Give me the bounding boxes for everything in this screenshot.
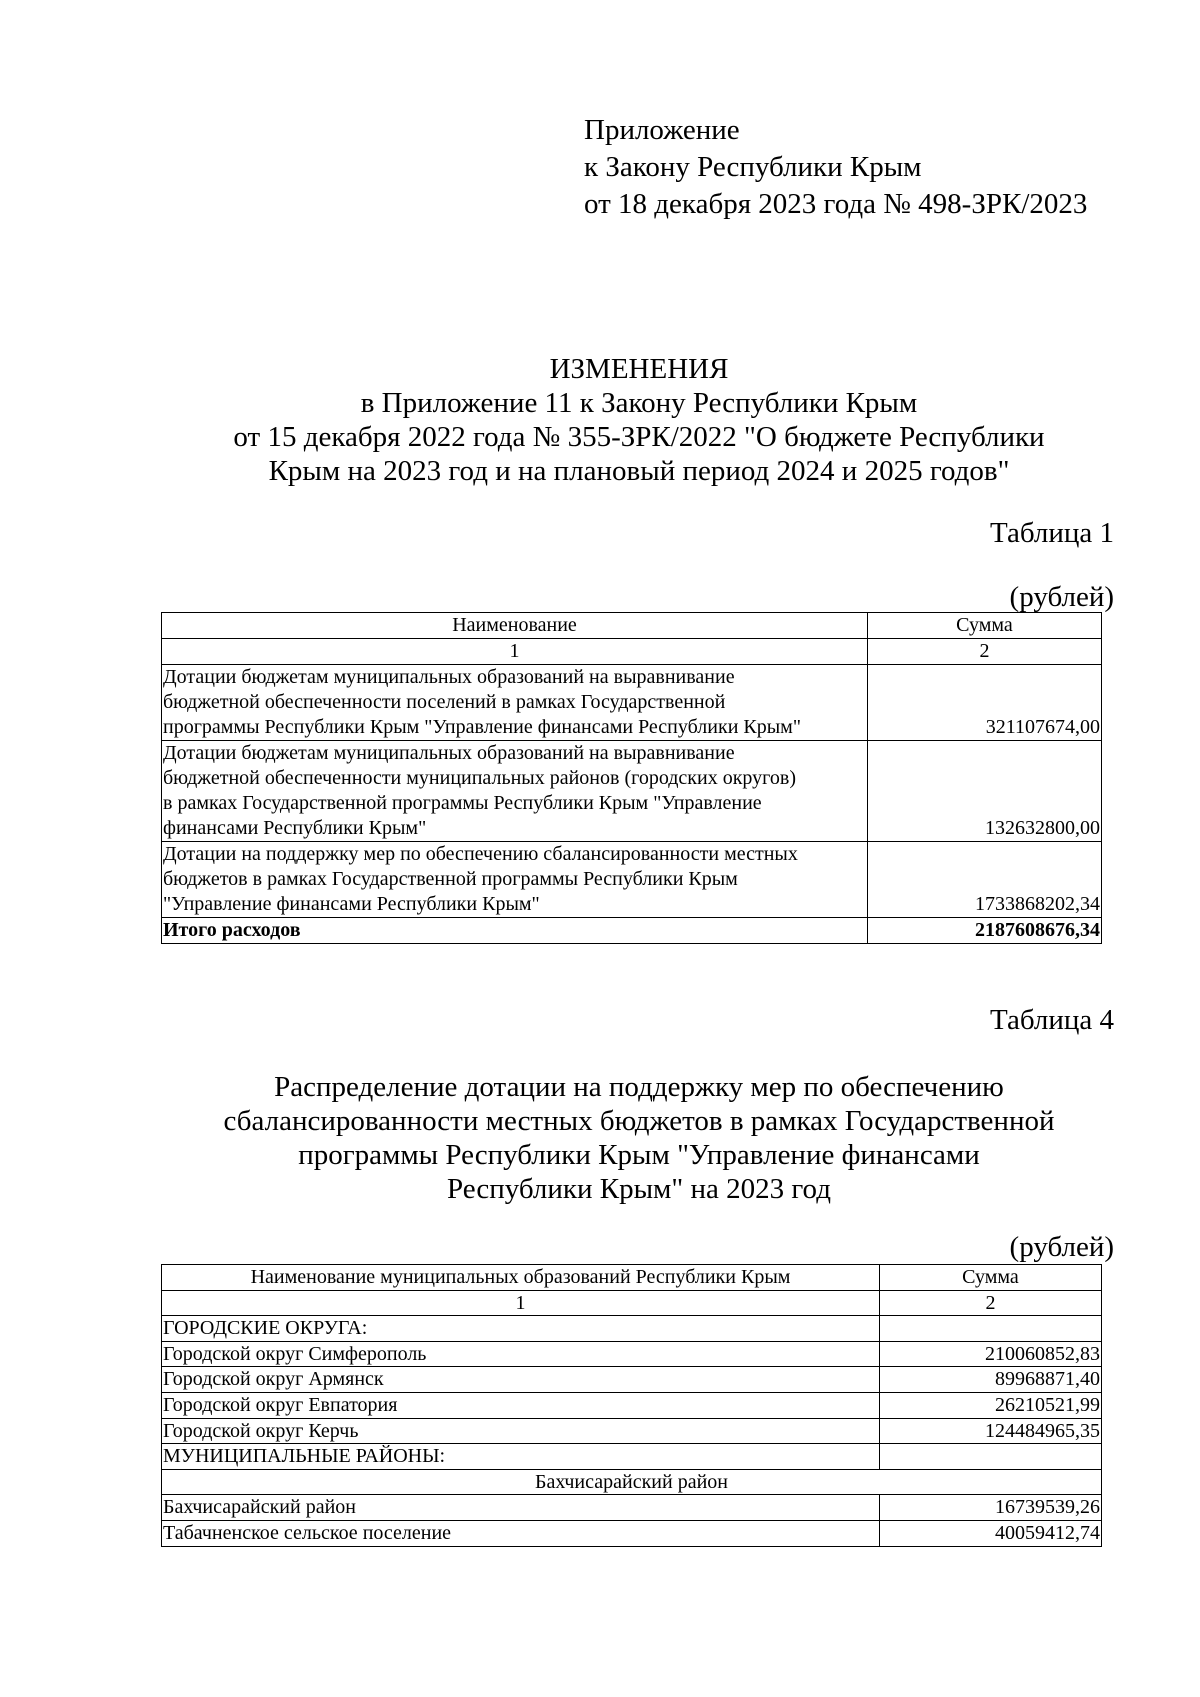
total-amount: 2187608676,34 <box>868 918 1102 944</box>
table-row <box>162 1392 1102 1418</box>
header-cell-amount: Сумма <box>868 613 1102 639</box>
header-cell-name: Наименование <box>162 613 868 639</box>
title-line: ИЗМЕНЕНИЯ <box>549 353 729 385</box>
row-name: Городской округ Евпатория <box>162 1392 880 1418</box>
column-number: 1 <box>162 1290 880 1316</box>
column-number-row <box>162 1290 1102 1316</box>
title-line: программы Республики Крым "Управление финансами <box>298 1139 980 1171</box>
row-name-line: финансами Республики Крым" <box>163 817 427 839</box>
table-4 <box>161 1264 1102 1547</box>
appendix-line: от 18 декабря 2023 года № 498-ЗРК/2023 <box>584 188 1088 220</box>
title-line: от 15 декабря 2022 года № 355-ЗРК/2022 "О бюджете Республики <box>233 421 1045 453</box>
table-row <box>162 1341 1102 1367</box>
document-title <box>150 352 1128 488</box>
table-header-row <box>162 613 1102 639</box>
row-name <box>162 842 868 918</box>
row-name: Бахчисарайский район <box>162 1495 880 1521</box>
row-name: Городской округ Керчь <box>162 1418 880 1444</box>
row-name-line: в рамках Государственной программы Республики Крым "Управление <box>163 792 762 814</box>
row-name-line: бюджетов в рамках Государственной программы Республики Крым <box>163 868 738 890</box>
table-row <box>162 1520 1102 1546</box>
row-amount: 89968871,40 <box>880 1367 1102 1393</box>
section-row <box>162 1316 1102 1342</box>
empty-cell <box>880 1316 1102 1342</box>
row-amount: 16739539,26 <box>880 1495 1102 1521</box>
group-label: Бахчисарайский район <box>162 1469 1102 1495</box>
title-line: Республики Крым" на 2023 год <box>447 1173 831 1205</box>
table-row <box>162 1418 1102 1444</box>
group-row <box>162 1469 1102 1495</box>
row-name: Табачненское сельское поселение <box>162 1520 880 1546</box>
section-row <box>162 1444 1102 1470</box>
header-cell-name: Наименование муниципальных образований Республики Крым <box>162 1265 880 1291</box>
total-row <box>162 918 1102 944</box>
table-row <box>162 1367 1102 1393</box>
column-number-row <box>162 639 1102 665</box>
table-header-row <box>162 1265 1102 1291</box>
row-name-line: бюджетной обеспеченности поселений в рамках Государственной <box>163 691 726 713</box>
row-name-line: бюджетной обеспеченности муниципальных районов (городских округов) <box>163 767 796 789</box>
title-line: в Приложение 11 к Закону Республики Крым <box>360 387 918 419</box>
total-label: Итого расходов <box>162 918 868 944</box>
row-amount: 132632800,00 <box>868 741 1102 842</box>
table-row <box>162 1495 1102 1521</box>
column-number: 2 <box>880 1290 1102 1316</box>
appendix-block <box>584 112 1087 223</box>
section-label: ГОРОДСКИЕ ОКРУГА: <box>162 1316 880 1342</box>
row-name <box>162 665 868 741</box>
row-name: Городской округ Армянск <box>162 1367 880 1393</box>
table-4-title <box>150 1070 1128 1206</box>
table-1-label: Таблица 1 <box>989 517 1114 549</box>
table-1-units: (рублей) <box>1009 581 1114 613</box>
appendix-line: Приложение <box>584 114 740 146</box>
column-number: 1 <box>162 639 868 665</box>
title-line: сбалансированности местных бюджетов в рамках Государственной <box>223 1105 1055 1137</box>
table-1 <box>161 612 1102 944</box>
table-row <box>162 741 1102 842</box>
row-name-line: программы Республики Крым "Управление финансами Республики Крым" <box>163 716 801 738</box>
row-name-line: Дотации на поддержку мер по обеспечению сбалансированности местных <box>163 843 798 865</box>
table-4-label: Таблица 4 <box>989 1004 1114 1036</box>
column-number: 2 <box>868 639 1102 665</box>
empty-cell <box>880 1444 1102 1470</box>
title-line: Крым на 2023 год и на плановый период 2024 и 2025 годов" <box>268 455 1010 487</box>
row-amount: 321107674,00 <box>868 665 1102 741</box>
row-name: Городской округ Симферополь <box>162 1341 880 1367</box>
title-line: Распределение дотации на поддержку мер по обеспечению <box>274 1071 1004 1103</box>
row-amount: 40059412,74 <box>880 1520 1102 1546</box>
row-name-line: "Управление финансами Республики Крым" <box>163 893 540 915</box>
row-name-line: Дотации бюджетам муниципальных образований на выравнивание <box>163 742 735 764</box>
row-amount: 124484965,35 <box>880 1418 1102 1444</box>
row-amount: 210060852,83 <box>880 1341 1102 1367</box>
table-row <box>162 665 1102 741</box>
table-4-units: (рублей) <box>1009 1231 1114 1263</box>
row-name <box>162 741 868 842</box>
section-label: МУНИЦИПАЛЬНЫЕ РАЙОНЫ: <box>162 1444 880 1470</box>
table-row <box>162 842 1102 918</box>
header-cell-amount: Сумма <box>880 1265 1102 1291</box>
row-name-line: Дотации бюджетам муниципальных образований на выравнивание <box>163 666 735 688</box>
row-amount: 1733868202,34 <box>868 842 1102 918</box>
appendix-line: к Закону Республики Крым <box>584 151 922 183</box>
row-amount: 26210521,99 <box>880 1392 1102 1418</box>
